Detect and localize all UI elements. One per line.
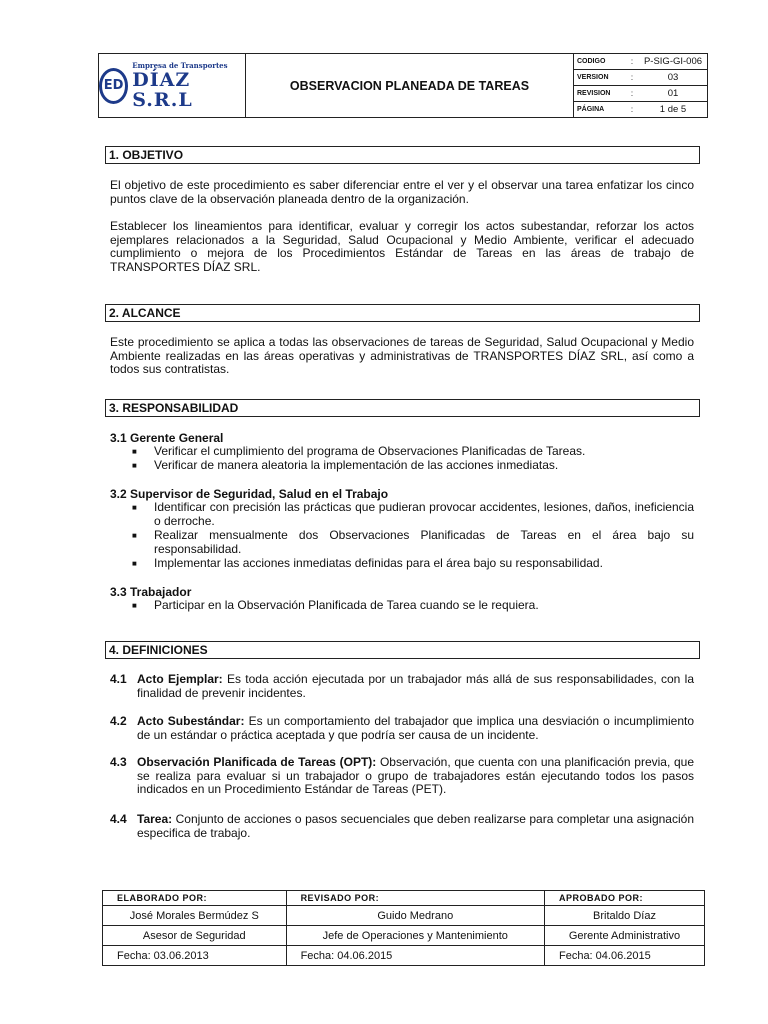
table-cell: Fecha: 04.06.2015 (286, 946, 544, 966)
definition-term: Tarea: (137, 812, 173, 826)
definition-term: Acto Subestándar: (137, 714, 245, 728)
section-heading-responsabilidad: 3. RESPONSABILIDAD (105, 399, 700, 417)
logo-company-name: DÍAZ S.R.L (132, 69, 193, 111)
meta-colon: : (630, 89, 634, 98)
definition-text: Es un comportamiento del trabajador que implica una desviación o incumplimiento de un estándar o práctica aceptada y que podría ser causa de un incidente. (137, 714, 694, 742)
subheading-gerente-general: 3.1 Gerente General (110, 431, 224, 445)
definition-item (110, 813, 694, 840)
list-item-text: Participar en la Observación Planificada de Tarea cuando se le requiera. (154, 598, 539, 612)
subheading-trabajador: 3.3 Trabajador (110, 585, 192, 599)
definition-item (110, 715, 694, 742)
logo-tagline: Empresa de Transportes (132, 61, 228, 70)
objetivo-paragraph-2: Establecer los lineamientos para identificar, evaluar y corregir los actos subestandar, reforzar los actos ejemplares relacionados a la Seguridad, Salud Ocupacional y Medio Ambiente, verificar el adecuado cumplimiento o mejora de los Procedimientos Estándar de Tareas en las áreas de trabajo de TRANSPORTES DÍAZ SRL. (110, 219, 694, 274)
table-cell: Jefe de Operaciones y Mantenimiento (286, 926, 544, 946)
table-row (103, 891, 705, 906)
meta-key: CODIGO (577, 58, 606, 65)
definition-number: 4.4 (110, 812, 127, 826)
alcance-paragraph: Este procedimiento se aplica a todas las observaciones de tareas de Seguridad, Salud Ocupacional y Medio Ambiente realizadas en las áreas operativas y administrativas de TRANSPORTES DÍAZ SRL, así como a todos sus contratistas. (110, 335, 694, 376)
definition-item (110, 756, 694, 797)
table-header-revisado: REVISADO POR: (286, 891, 544, 906)
list-item-text: Verificar el cumplimiento del programa de Observaciones Planificadas de Tareas. (154, 444, 586, 458)
definition-number: 4.2 (110, 714, 127, 728)
approval-table (102, 890, 705, 966)
bullet-icon: ■ (132, 461, 137, 470)
table-cell: Fecha: 04.06.2015 (544, 946, 704, 966)
meta-row-version (574, 70, 707, 86)
document-meta (574, 54, 707, 117)
list-item-text: Identificar con precisión las prácticas que pudieran provocar accidentes, lesiones, daños, ineficiencia o derroche. (154, 500, 694, 528)
definition-term: Acto Ejemplar: (137, 672, 223, 686)
list-item (132, 501, 694, 528)
meta-row-codigo (574, 54, 707, 70)
company-logo (99, 54, 246, 117)
section-heading-objetivo: 1. OBJETIVO (105, 146, 700, 164)
table-cell: Gerente Administrativo (544, 926, 704, 946)
list-item-text: Implementar las acciones inmediatas definidas para el área bajo su responsabilidad. (154, 556, 603, 570)
definition-term: Observación Planificada de Tareas (OPT): (137, 755, 377, 769)
bullet-icon: ■ (132, 503, 137, 512)
document-title: OBSERVACION PLANEADA DE TAREAS (246, 54, 574, 117)
meta-row-revision (574, 86, 707, 102)
definition-text: Conjunto de acciones o pasos secuenciales que deben realizarse para completar una asignación especifica de trabajo. (137, 812, 694, 840)
bullet-icon: ■ (132, 531, 137, 540)
meta-key: PÁGINA (577, 106, 605, 113)
meta-colon: : (630, 57, 634, 66)
table-row (103, 926, 705, 946)
meta-key: REVISION (577, 90, 611, 97)
objetivo-paragraph-1: El objetivo de este procedimiento es saber diferenciar entre el ver y el observar una tarea enfatizar los cinco puntos clave de la observación planeada dentro de la organización. (110, 178, 694, 206)
list-item-text: Realizar mensualmente dos Observaciones Planificadas de Tareas en el área bajo su responsabilidad. (154, 528, 694, 556)
meta-key: VERSION (577, 74, 609, 81)
definition-text: Es toda acción ejecutada por un trabajador más allá de sus responsabilidades, con la finalidad de prevenir incidentes. (137, 672, 694, 700)
meta-value: 01 (667, 88, 679, 99)
meta-value: P-SIG-GI-006 (643, 56, 703, 67)
bullet-icon: ■ (132, 559, 137, 568)
bullet-icon: ■ (132, 601, 137, 610)
list-item (132, 599, 694, 613)
definition-number: 4.3 (110, 755, 127, 769)
table-cell: Fecha: 03.06.2013 (103, 946, 287, 966)
definition-number: 4.1 (110, 672, 127, 686)
table-cell: Asesor de Seguridad (103, 926, 287, 946)
meta-value: 03 (667, 72, 679, 83)
table-header-aprobado: APROBADO POR: (544, 891, 704, 906)
bullet-icon: ■ (132, 447, 137, 456)
list-item (132, 529, 694, 556)
table-cell: Guido Medrano (286, 906, 544, 926)
meta-colon: : (630, 73, 634, 82)
table-row (103, 946, 705, 966)
table-row (103, 906, 705, 926)
section-heading-alcance: 2. ALCANCE (105, 304, 700, 322)
list-item (132, 459, 694, 473)
definition-item (110, 673, 694, 700)
meta-row-pagina (574, 102, 707, 117)
table-cell: Britaldo Díaz (544, 906, 704, 926)
table-cell: José Morales Bermúdez S (103, 906, 287, 926)
list-item-text: Verificar de manera aleatoria la implementación de las acciones inmediatas. (154, 458, 559, 472)
section-heading-definiciones: 4. DEFINICIONES (105, 641, 700, 659)
meta-value: 1 de 5 (659, 104, 687, 115)
table-header-elaborado: ELABORADO POR: (103, 891, 287, 906)
subheading-supervisor: 3.2 Supervisor de Seguridad, Salud en el Trabajo (110, 487, 389, 501)
logo-emblem-icon: ED (99, 68, 128, 104)
list-item (132, 557, 694, 571)
definition-text: Observación, que cuenta con una planificación previa, que se realiza para evaluar si un trabajador o grupo de trabajadores están ejecutando todos los pasos indicados en un Procedimiento Estándar de Tareas (PET). (137, 755, 694, 796)
list-item (132, 445, 694, 459)
document-header (98, 53, 708, 118)
meta-colon: : (630, 105, 634, 114)
